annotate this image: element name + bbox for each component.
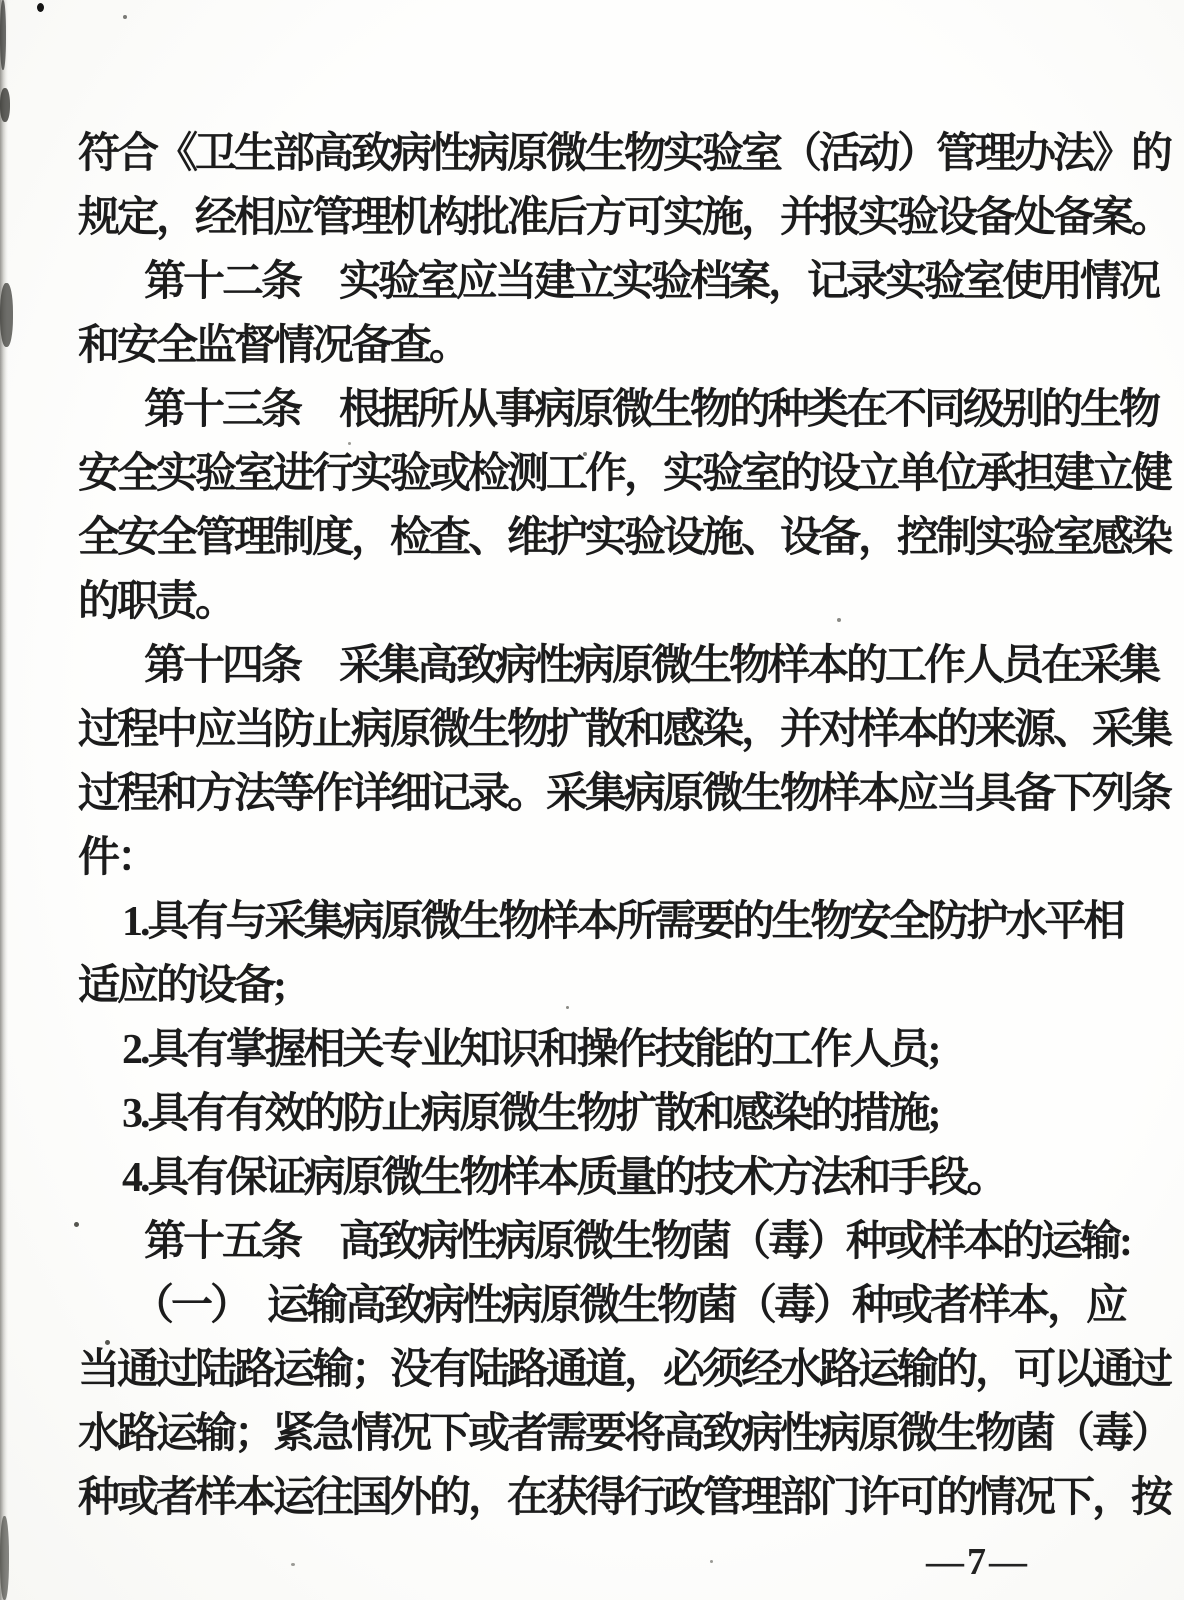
text-line: 适应的设备;	[78, 963, 284, 1009]
scan-speck	[37, 3, 44, 12]
text-line: （一） 运输高致病性病原微生物菌（毒）种或者样本，应	[132, 1283, 1126, 1329]
scan-speck	[710, 1560, 713, 1563]
text-line: 和安全监督情况备查。	[78, 323, 469, 369]
text-line: 过程中应当防止病原微生物扩散和感染，并对样本的来源、采集	[78, 707, 1171, 753]
text-line: 符合《卫生部高致病性病原微生物实验室（活动）管理办法》的	[78, 131, 1171, 177]
text-line: 过程和方法等作详细记录。采集病原微生物样本应当具备下列条	[78, 771, 1171, 817]
text-line: 全安全管理制度，检查、维护实验设施、设备，控制实验室感染	[78, 515, 1171, 561]
text-line: 规定，经相应管理机构批准后方可实施，并报实验设备处备案。	[78, 195, 1171, 241]
text-line: 1.具有与采集病原微生物样本所需要的生物安全防护水平相	[122, 899, 1123, 945]
text-line: 当通过陆路运输；没有陆路通道，必须经水路运输的，可以通过	[78, 1347, 1171, 1393]
scan-edge-blob	[0, 283, 13, 347]
text-line: 第十二条 实验室应当建立实验档案，记录实验室使用情况	[144, 259, 1159, 305]
scan-binding-edge	[0, 0, 8, 1600]
text-line: 第十三条 根据所从事病原微生物的种类在不同级别的生物	[144, 387, 1159, 433]
text-line: 2.具有掌握相关专业知识和操作技能的工作人员;	[122, 1027, 939, 1073]
document-body	[78, 122, 1171, 1530]
text-line: 安全实验室进行实验或检测工作，实验室的设立单位承担建立健	[78, 451, 1171, 497]
scan-edge-blob	[0, 0, 6, 70]
scan-speck	[123, 15, 127, 19]
text-line: 水路运输；紧急情况下或者需要将高致病性病原微生物菌（毒）	[78, 1411, 1171, 1457]
scan-edge-blob	[0, 88, 10, 122]
text-line: 第十五条 高致病性病原微生物菌（毒）种或样本的运输:	[144, 1219, 1130, 1265]
text-line: 4.具有保证病原微生物样本质量的技术方法和手段。	[122, 1155, 1006, 1201]
text-line: 种或者样本运往国外的，在获得行政管理部门许可的情况下，按	[78, 1475, 1171, 1521]
text-line: 件：	[78, 835, 157, 881]
text-line: 第十四条 采集高致病性病原微生物样本的工作人员在采集	[144, 643, 1159, 689]
page-number: —7—	[926, 1541, 1030, 1583]
text-line: 3.具有有效的防止病原微生物扩散和感染的措施;	[122, 1091, 939, 1137]
scan-edge-blob	[0, 1516, 9, 1600]
text-line: 的职责。	[78, 579, 235, 625]
scan-speck	[291, 1563, 295, 1566]
